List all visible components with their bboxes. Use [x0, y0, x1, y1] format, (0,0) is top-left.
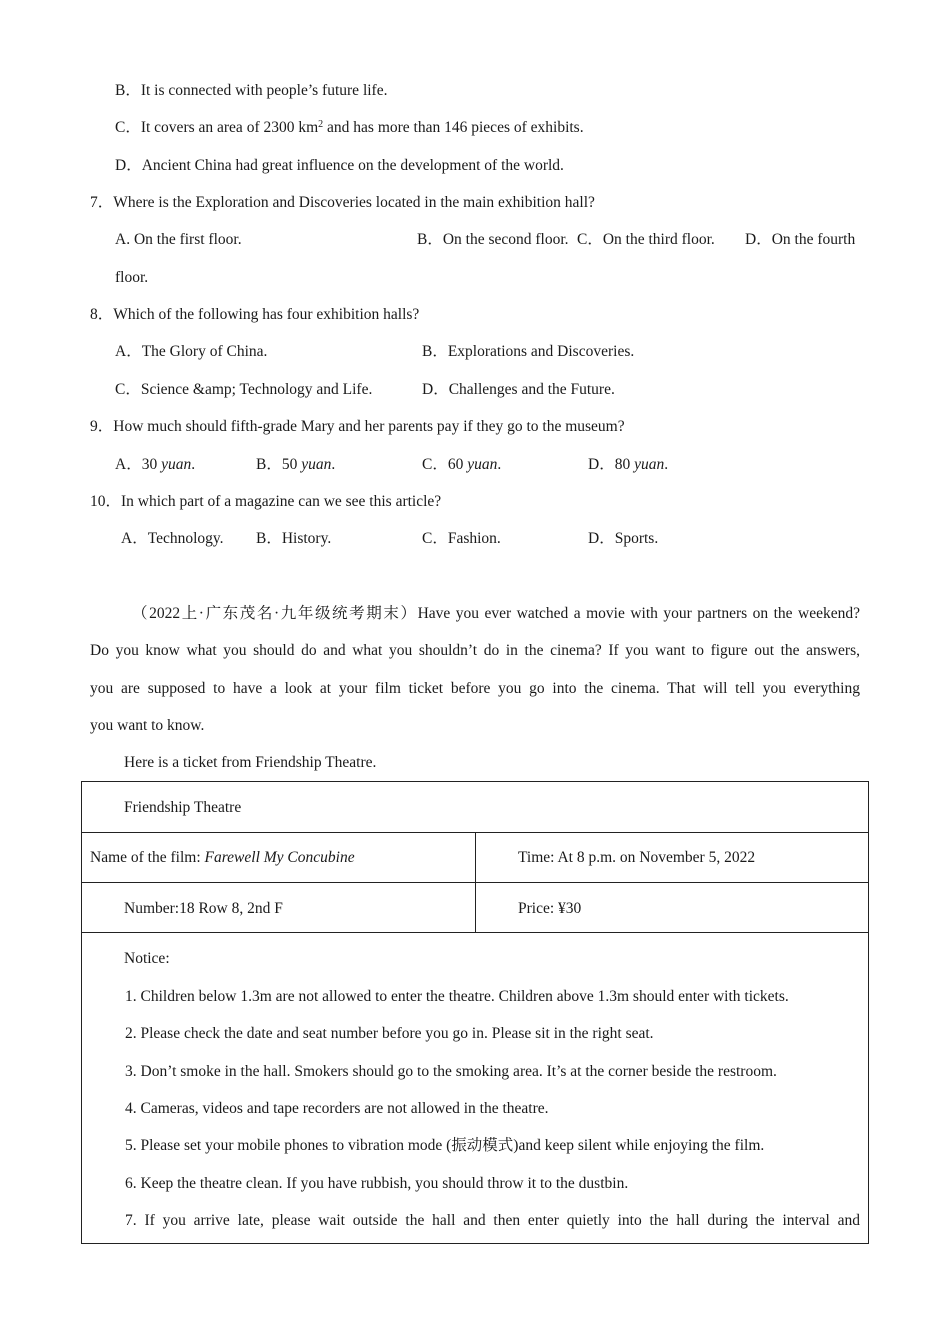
- q8-option-c: C．Science &amp; Technology and Life.: [115, 381, 373, 398]
- q9-option-d-amount: D．80: [588, 456, 635, 473]
- q8-question: 8．Which of the following has four exhibition halls?: [90, 306, 420, 323]
- q10-option-b: B．History.: [256, 530, 332, 547]
- q6-option-c: [115, 118, 584, 138]
- passage-line-5: Here is a ticket from Friendship Theatre.: [124, 754, 377, 771]
- passage-line-1: （2022上·广东茂名·九年级统考期末）Have you ever watched a movie with your partners on the weekend?: [132, 605, 860, 622]
- notice-item: 1. Children below 1.3m are not allowed to enter the theatre. Children above 1.3m should enter with tickets.: [125, 988, 789, 1005]
- q9-option-d-period: .: [664, 456, 669, 473]
- q7-option-b: B．On the second floor.: [417, 231, 569, 248]
- passage-line-3: you are supposed to have a look at your film ticket before you go into the cinema. That will tell you everything: [90, 680, 860, 697]
- q9-question: 9．How much should fifth-grade Mary and her parents pay if they go to the museum?: [90, 418, 625, 435]
- q7-option-c: C．On the third floor.: [577, 231, 715, 248]
- q6-option-c-text: C．It covers an area of 2300 km: [115, 119, 319, 136]
- ticket-time: Time: At 8 p.m. on November 5, 2022: [518, 849, 756, 866]
- q9-option-a: [115, 455, 195, 475]
- table-column-divider: [475, 833, 476, 933]
- passage-line-4: you want to know.: [90, 717, 205, 734]
- q7-option-a: A. On the first floor.: [115, 231, 242, 248]
- notice-item: 3. Don’t smoke in the hall. Smokers should go to the smoking area. It’s at the corner beside the restroom.: [125, 1063, 777, 1080]
- q9-option-a-unit: yuan: [161, 456, 192, 473]
- ticket-film-title: Farewell My Concubine: [204, 849, 355, 866]
- q7-option-d: D．On the fourth: [745, 231, 856, 248]
- q9-option-c-amount: C．60: [422, 456, 468, 473]
- q6-option-c-superscript: 2: [318, 119, 324, 130]
- q8-option-a: A．The Glory of China.: [115, 343, 268, 360]
- q10-option-d: D．Sports.: [588, 530, 659, 547]
- ticket-table: [81, 781, 869, 1244]
- q9-option-c: [422, 455, 501, 475]
- q9-option-a-period: .: [191, 456, 196, 473]
- ticket-seat-number: Number:18 Row 8, 2nd F: [124, 900, 283, 917]
- q10-option-c: C．Fashion.: [422, 530, 501, 547]
- ticket-theatre-name: Friendship Theatre: [124, 799, 242, 816]
- ticket-price: Price: ¥30: [518, 900, 582, 917]
- notice-item: 6. Keep the theatre clean. If you have rubbish, you should throw it to the dustbin.: [125, 1175, 629, 1192]
- q9-option-b-unit: yuan: [301, 456, 332, 473]
- notice-item: 4. Cameras, videos and tape recorders are not allowed in the theatre.: [125, 1100, 549, 1117]
- notice-item: 7. If you arrive late, please wait outside the hall and then enter quietly into the hall during the interval and: [125, 1212, 860, 1229]
- ticket-film-label: Name of the film:: [90, 849, 205, 866]
- q6-option-c-text-end: and has more than 146 pieces of exhibits.: [323, 119, 584, 136]
- ticket-film-name: [90, 848, 355, 868]
- q10-question: 10．In which part of a magazine can we see this article?: [90, 493, 442, 510]
- notice-title: Notice:: [124, 950, 170, 967]
- q9-option-b: [256, 455, 335, 475]
- passage-line-2: Do you know what you should do and what you shouldn’t do in the cinema? If you want to figure out the answers,: [90, 642, 860, 659]
- q9-option-b-period: .: [331, 456, 336, 473]
- q7-question: 7．Where is the Exploration and Discoveries located in the main exhibition hall?: [90, 194, 595, 211]
- q6-option-d: D．Ancient China had great influence on the development of the world.: [115, 157, 564, 174]
- q8-option-b: B．Explorations and Discoveries.: [422, 343, 635, 360]
- q9-option-d: [588, 455, 668, 475]
- q7-option-d-continued: floor.: [115, 269, 149, 286]
- notice-item: 2. Please check the date and seat number before you go in. Please sit in the right seat.: [125, 1025, 654, 1042]
- notice-item: 5. Please set your mobile phones to vibration mode (振动模式)and keep silent while enjoying the film.: [125, 1137, 765, 1154]
- q10-option-a: A．Technology.: [121, 530, 224, 547]
- q9-option-c-unit: yuan: [467, 456, 498, 473]
- q6-option-b: B．It is connected with people’s future life.: [115, 82, 388, 99]
- q9-option-c-period: .: [497, 456, 502, 473]
- q9-option-b-amount: B．50: [256, 456, 302, 473]
- q9-option-d-unit: yuan: [634, 456, 665, 473]
- q8-option-d: D．Challenges and the Future.: [422, 381, 615, 398]
- q9-option-a-amount: A．30: [115, 456, 162, 473]
